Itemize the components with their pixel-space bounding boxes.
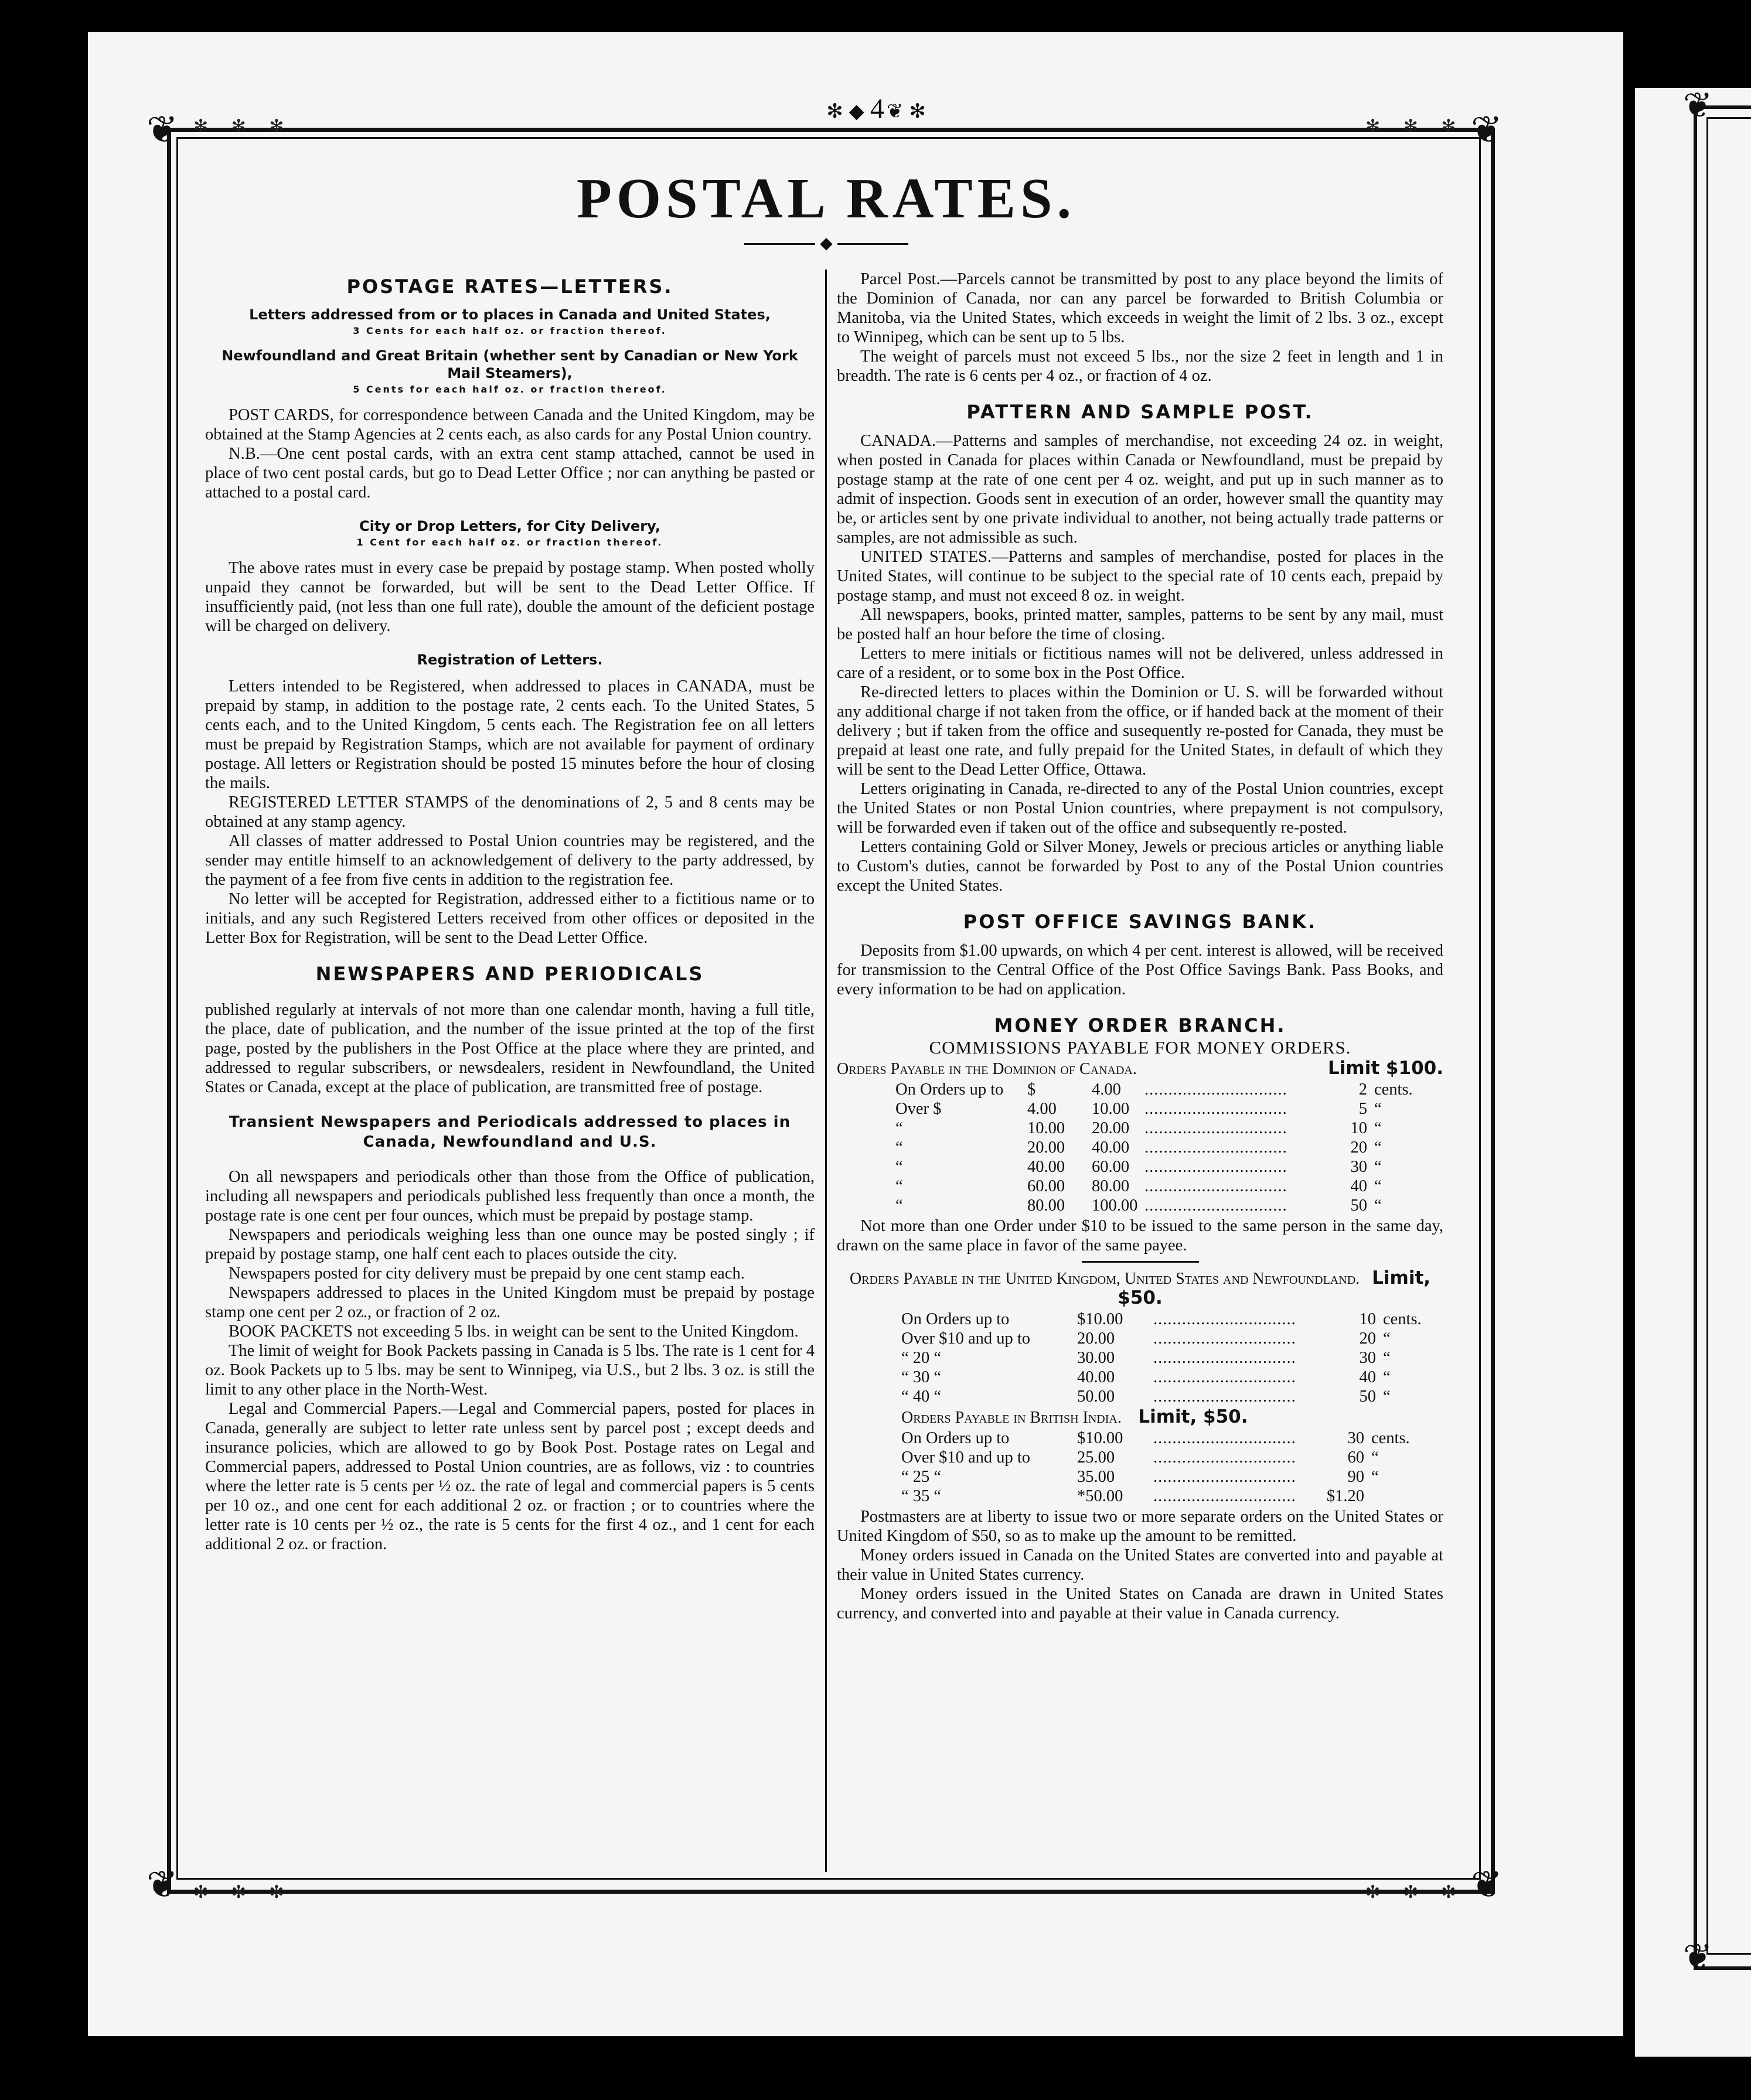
pattern-paragraph-2: UNITED STATES.—Patterns and samples of merchandise, posted for places in the United States, will continue to be subject to the special rate of 10 cents each, prepaid by postage stamp, and must not exceed 8 oz. in weight.: [837, 548, 1443, 605]
leader-dots: ..............................: [1144, 1158, 1287, 1176]
parcel-post-paragraph-1: Parcel Post.—Parcels cannot be transmitted by post to any place beyond the limits of the Dominion of Canada, nor can any parcel be forwarded to British Columbia or Manitoba, via the United States, which exceeds in weight the limit of 2 lbs. 3 oz., except to Winnipeg, which can be sent up to 5 lbs.: [837, 270, 1443, 346]
rate-cell-e: “: [1371, 1448, 1379, 1467]
leader-dots: ..............................: [1153, 1368, 1296, 1386]
pattern-paragraph-7: Letters containing Gold or Silver Money, Jewels or precious articles or anything liable to Custom's duties, cannot be forwarded by Post to any of the Postal Union countries except the United States.: [837, 838, 1443, 895]
rate-cell-d: 30: [1347, 1429, 1364, 1447]
rate-cell-d: 40: [1350, 1177, 1367, 1195]
money-order-paragraph-3: Money orders issued in the United States on Canada are drawn in United States currency, and converted into and payable at their value in Canada currency.: [837, 1585, 1443, 1622]
corner-ornament-bottom-left: ❦: [147, 1864, 178, 1905]
column-divider: [825, 270, 827, 1872]
rate-cell-b: 10.00: [1027, 1119, 1065, 1137]
rate-row: [895, 1196, 1433, 1215]
pattern-paragraph-5: Re-directed letters to places within the Dominion or U. S. will be forwarded without any additional charge if not taken from the office, or if handed back at the moment of their delivery ; but if taken from the office and susequently re-posted for Canada, they must be prepaid at least one rate, and fully prepaid for the United States, in default of which they will be sent to the Dead Letter Office, Ottawa.: [837, 683, 1443, 779]
rate-cell-c: 40.00: [1092, 1138, 1130, 1157]
rate-cell-a: On Orders up to: [901, 1429, 1010, 1447]
nb-paragraph: N.B.—One cent postal cards, with an extra cent stamp attached, cannot be used in place of two cent postal cards, but go to Dead Letter Office ; nor can anything be pasted or attached to a postal card.: [205, 445, 815, 502]
newspapers-paragraph: published regularly at intervals of not more than one calendar month, having a full title, the place, date of publication, and the number of the issue printed at the top of the first page, posted by the publishers in the Post Office at the place where they are printed, and addressed to regular subscribers, or newsdealers, resident in Newfoundland, the United States or Canada, except at the place of publication, are transmitted free of postage.: [205, 1001, 815, 1096]
border-ornament: ✻ ✻ ✻: [1365, 117, 1466, 136]
uk-rates-table: [901, 1310, 1442, 1406]
corner-ornament-bottom-right: ❦: [1471, 1864, 1503, 1905]
rate-cell-c: 40.00: [1077, 1368, 1115, 1386]
transient-paragraph-4: Newspapers addressed to places in the United Kingdom must be prepaid by postage stamp one cent per 2 oz., or fraction of 2 oz.: [205, 1284, 815, 1321]
transient-paragraph-1: On all newspapers and periodicals other than those from the Office of publication, including all newspapers and periodicals published less frequently than once a month, the postage rate is one cent per four ounces, which must be prepaid by postage stamp.: [205, 1168, 815, 1225]
heading-money-order: MONEY ORDER BRANCH.: [994, 1014, 1286, 1037]
rate-cell-a: “ 20 “: [901, 1349, 942, 1367]
registration-paragraph-1: Letters intended to be Registered, when addressed to places in CANADA, must be prepaid by stamp, in addition to the postage rate, 2 cents each. To the United States, 5 cents each, and to the United Kingdom, 5 cents each. The Registration fee on all letters must be prepaid by Registration Stamps, which are not available for payment of ordinary postage. All letters or Registration should be posted 15 minutes before the hour of closing the mails.: [205, 677, 815, 792]
rate-cell-a: On Orders up to: [901, 1310, 1010, 1328]
rate-row: [901, 1448, 1430, 1467]
page-title: POSTAL RATES.: [577, 167, 1076, 230]
leader-dots: ..............................: [1144, 1100, 1287, 1118]
rate-row: [895, 1138, 1433, 1157]
rate-cell-c: 20.00: [1077, 1329, 1115, 1348]
heading-registration: Registration of Letters.: [417, 652, 603, 668]
rate-row: [901, 1368, 1442, 1387]
rate-cell-d: $1.20: [1326, 1487, 1364, 1505]
rate-cell-d: 20: [1350, 1138, 1367, 1157]
leader-dots: ..............................: [1153, 1349, 1296, 1367]
rate-cell-e: “: [1374, 1158, 1382, 1176]
uk-orders-label: Orders Payable in the United Kingdom, United States and Newfoundland.: [849, 1270, 1360, 1288]
commissions-heading: COMMISSIONS PAYABLE FOR MONEY ORDERS.: [929, 1037, 1351, 1058]
rate-row: [895, 1119, 1433, 1138]
rate-row: [895, 1157, 1433, 1177]
india-orders-label: Orders Payable in British India.: [901, 1409, 1122, 1427]
rate-cell-c: 30.00: [1077, 1349, 1115, 1367]
letters-canada-us: Letters addressed from or to places in Canada and United States,: [249, 306, 771, 323]
uk-orders-heading: [837, 1269, 1443, 1308]
heading-savings-bank: POST OFFICE SAVINGS BANK.: [963, 911, 1317, 933]
rate-cell-e: “: [1383, 1388, 1391, 1406]
rate-cell-b: 40.00: [1027, 1158, 1065, 1176]
rate-cell-e: “: [1374, 1177, 1382, 1195]
rate-cell-d: 5: [1358, 1100, 1367, 1118]
ornament-left: ✻◆: [826, 101, 870, 122]
leader-dots: ..............................: [1153, 1468, 1296, 1486]
rate-row: [895, 1080, 1433, 1099]
leader-dots: ..............................: [1153, 1429, 1296, 1447]
registration-paragraph-4: No letter will be accepted for Registration, addressed either to a fictitious name or to initials, and any such Registered Letters received from other offices or deposited in the Letter Box for Registration, will be sent to the Dead Letter Office.: [205, 890, 815, 947]
rate-cell-a: “ 35 “: [901, 1487, 942, 1505]
rate-row: [901, 1348, 1442, 1368]
india-limit: Limit, $50.: [1138, 1406, 1248, 1427]
rate-row: [901, 1467, 1430, 1487]
rate-cell-e: “: [1383, 1349, 1391, 1367]
right-column: [837, 270, 1443, 1623]
leader-dots: ..............................: [1144, 1138, 1287, 1157]
border-ornament: ✻ ✻ ✻: [193, 117, 294, 136]
rate-cell-e: cents.: [1383, 1310, 1422, 1328]
rate-5-cents: 5 Cents for each half oz. or fraction thereof.: [353, 384, 667, 395]
rate-cell-a: “ 30 “: [901, 1368, 942, 1386]
dominion-limit: Limit $100.: [1328, 1058, 1443, 1079]
rate-cell-e: cents.: [1374, 1080, 1413, 1099]
rate-cell-d: 30: [1350, 1158, 1367, 1176]
rate-cell-d: 2: [1358, 1080, 1367, 1099]
rate-cell-d: 50: [1359, 1388, 1376, 1406]
next-page-corner-ornament: ❦: [1683, 1938, 1713, 1976]
rate-3-cents: 3 Cents for each half oz. or fraction thereof.: [353, 325, 667, 336]
leader-dots: ..............................: [1153, 1487, 1296, 1505]
rate-row: [901, 1310, 1442, 1329]
dominion-rates-table: [895, 1080, 1433, 1215]
transient-paragraph-5: BOOK PACKETS not exceeding 5 lbs. in weight can be sent to the United Kingdom.: [229, 1322, 799, 1341]
rate-cell-e: “: [1383, 1368, 1391, 1386]
rate-cell-d: 40: [1359, 1368, 1376, 1386]
rate-cell-d: 50: [1350, 1196, 1367, 1215]
above-rates-paragraph: The above rates must in every case be prepaid by postage stamp. When posted wholly unpaid they cannot be forwarded, but will be sent to the Dead Letter Office. If insufficiently paid, (not less than one full rate), double the amount of the deficient postage will be charged on delivery.: [205, 559, 815, 635]
rate-cell-c: 20.00: [1092, 1119, 1130, 1137]
city-drop-letters: City or Drop Letters, for City Delivery,: [359, 518, 660, 534]
rate-cell-e: “: [1374, 1100, 1382, 1118]
rate-cell-c: 80.00: [1092, 1177, 1130, 1195]
heading-pattern-sample: PATTERN AND SAMPLE POST.: [966, 401, 1314, 423]
rate-cell-d: 20: [1359, 1329, 1376, 1348]
rate-cell-a: “: [895, 1158, 903, 1176]
rate-cell-a: Over $10 and up to: [901, 1448, 1031, 1467]
uk-limit: Limit, $50.: [1118, 1267, 1431, 1308]
money-order-paragraph-2: Money orders issued in Canada on the United States are converted into and payable at their value in United States currency.: [837, 1546, 1443, 1584]
letters-nfld-gb: Newfoundland and Great Britain (whether sent by Canadian or New York Mail Steamers),: [222, 347, 798, 381]
india-rates-table: [901, 1429, 1430, 1506]
rate-row: [895, 1177, 1433, 1196]
post-cards-paragraph: POST CARDS, for correspondence between Canada and the United Kingdom, may be obtained at the Stamp Agencies at 2 cents each, as also cards for any Postal Union country.: [205, 406, 815, 444]
rate-cell-b: 60.00: [1027, 1177, 1065, 1195]
parcel-post-paragraph-2: The weight of parcels must not exceed 5 lbs., nor the size 2 feet in length and 1 in breadth. The rate is 6 cents per 4 oz., or fraction of 4 oz.: [837, 347, 1443, 385]
leader-dots: ..............................: [1153, 1310, 1296, 1328]
registration-paragraph-3: All classes of matter addressed to Postal Union countries may be registered, and the sender may entitle himself to an acknowledgement of delivery to the party addressed, by the payment of a fee from five cents in addition to the registration fee.: [205, 832, 815, 889]
rate-cell-c: $10.00: [1077, 1310, 1123, 1328]
next-page-corner-ornament: ❦: [1683, 86, 1713, 125]
title-rule: [744, 234, 908, 253]
rate-cell-b: 20.00: [1027, 1138, 1065, 1157]
rate-cell-b: 4.00: [1027, 1100, 1057, 1118]
rate-row: [901, 1387, 1442, 1406]
rate-cell-e: [1364, 1487, 1430, 1506]
dominion-orders-label: Orders Payable in the Dominion of Canada.: [837, 1060, 1137, 1078]
rate-cell-e: “: [1374, 1119, 1382, 1137]
dominion-orders-heading: [837, 1059, 1443, 1079]
rate-cell-d: 90: [1347, 1468, 1364, 1486]
leader-dots: ..............................: [1144, 1080, 1287, 1099]
rate-cell-c: 4.00: [1092, 1080, 1121, 1099]
rate-cell-c: 60.00: [1092, 1158, 1130, 1176]
rate-cell-a: “ 40 “: [901, 1388, 942, 1406]
rate-cell-a: “ 25 “: [901, 1468, 942, 1486]
corner-ornament-top-left: ❦: [147, 109, 178, 151]
rate-cell-c: 25.00: [1077, 1448, 1115, 1467]
diamond-icon: ◆: [815, 234, 837, 253]
next-page-inner-border: [1706, 117, 1751, 1955]
corner-ornament-top-right: ❦: [1471, 109, 1503, 151]
legal-commercial-paragraph: Legal and Commercial Papers.—Legal and Commercial papers, posted for places in Canada, generally are subject to letter rate unless sent by parcel post ; except deeds and insurance policies, which are allowed to go by Book Post. Postage rates on Legal and Commercial papers, addressed to Postal Union countries, are as follows, viz : to countries where the letter rate is 5 cents per ½ oz. the rate of legal and commercial papers is 5 cents per 10 oz., and one cent for each additional 2 oz. or fraction ; or to countries where the letter rate is 10 cents per ½ oz., the rate is 5 cents for the first 4 oz., and 1 cent for each additional 2 oz. or fraction.: [205, 1400, 815, 1553]
rate-cell-a: Over $: [895, 1100, 942, 1118]
section-rule: [1082, 1261, 1199, 1263]
rate-row: [901, 1487, 1430, 1506]
rate-cell-a: “: [895, 1138, 903, 1157]
leader-dots: ..............................: [1153, 1329, 1296, 1348]
rate-cell-a: “: [895, 1119, 903, 1137]
transient-paragraph-3: Newspapers posted for city delivery must be prepaid by one cent stamp each.: [229, 1264, 745, 1283]
heading-newspapers: NEWSPAPERS AND PERIODICALS: [315, 963, 704, 985]
border-ornament: ✻ ✻ ✻: [193, 1883, 294, 1902]
rate-cell-d: 10: [1359, 1310, 1376, 1328]
money-order-paragraph-1: Postmasters are at liberty to issue two or more separate orders on the United States or United Kingdom of $50, so as to make up the amount to be remitted.: [837, 1508, 1443, 1545]
pattern-paragraph-3: All newspapers, books, printed matter, samples, patterns to be sent by any mail, must be posted half an hour before the time of closing.: [837, 606, 1443, 643]
leader-dots: ..............................: [1144, 1196, 1287, 1215]
rate-cell-b: 80.00: [1027, 1196, 1065, 1215]
rate-cell-e: “: [1371, 1468, 1379, 1486]
rate-cell-d: 60: [1347, 1448, 1364, 1467]
rate-cell-d: 10: [1350, 1119, 1367, 1137]
rate-cell-e: cents.: [1371, 1429, 1410, 1447]
rate-cell-a: “: [895, 1196, 903, 1215]
rate-cell-e: “: [1383, 1329, 1391, 1348]
rate-cell-a: “: [895, 1177, 903, 1195]
registration-paragraph-2: REGISTERED LETTER STAMPS of the denominations of 2, 5 and 8 cents may be obtained at any stamp agency.: [205, 793, 815, 831]
rate-cell-d: 30: [1359, 1349, 1376, 1367]
rate-1-cent: 1 Cent for each half oz. or fraction thereof.: [356, 537, 663, 548]
page-number: [779, 95, 979, 123]
rate-cell-c: $10.00: [1077, 1429, 1123, 1447]
rate-cell-b: $: [1027, 1080, 1036, 1099]
left-column: [205, 275, 815, 1554]
leader-dots: ..............................: [1144, 1177, 1287, 1195]
rate-cell-a: Over $10 and up to: [901, 1329, 1031, 1348]
rate-cell-c: 50.00: [1077, 1388, 1115, 1406]
rate-cell-c: *50.00: [1077, 1487, 1123, 1505]
rate-row: [901, 1329, 1442, 1348]
leader-dots: ..............................: [1153, 1388, 1296, 1406]
rate-cell-a: On Orders up to: [895, 1080, 1004, 1099]
rate-cell-c: 35.00: [1077, 1468, 1115, 1486]
border-ornament: ✻ ✻ ✻: [1365, 1883, 1466, 1902]
transient-paragraph-2: Newspapers and periodicals weighing less than one ounce may be posted singly ; if prepaid by postage stamp, one half cent each to places outside the city.: [205, 1226, 815, 1263]
india-orders-heading: [837, 1407, 1443, 1427]
leader-dots: ..............................: [1144, 1119, 1287, 1137]
rate-row: [901, 1429, 1430, 1448]
dominion-note: Not more than one Order under $10 to be issued to the same person in the same day, drawn on the same place in favor of the same payee.: [837, 1217, 1443, 1254]
rate-row: [895, 1099, 1433, 1119]
ornament-right: ❦✻: [886, 101, 932, 122]
heading-transient: Transient Newspapers and Periodicals addressed to places in Canada, Newfoundland and U.S.: [229, 1113, 791, 1151]
pattern-paragraph-6: Letters originating in Canada, re-directed to any of the Postal Union countries, except the United States or non Postal Union countries, where prepayment is not compulsory, will be forwarded even if taken out of the office and subsequently re-posted.: [837, 780, 1443, 837]
heading-letters: POSTAGE RATES—LETTERS.: [346, 275, 673, 298]
savings-paragraph: Deposits from $1.00 upwards, on which 4 per cent. interest is allowed, will be received for transmission to the Central Office of the Post Office Savings Bank. Pass Books, and every information to be had on application.: [837, 942, 1443, 998]
transient-paragraph-6: The limit of weight for Book Packets passing in Canada is 5 lbs. The rate is 1 cent for 4 oz. Book Packets up to 5 lbs. may be sent to Winnipeg, via U.S., but 2 lbs. 3 oz. is still the limit to any other place in the North-West.: [205, 1342, 815, 1399]
rate-cell-c: 10.00: [1092, 1100, 1130, 1118]
rate-cell-e: “: [1374, 1196, 1382, 1215]
rate-cell-e: “: [1374, 1138, 1382, 1157]
pattern-paragraph-1: CANADA.—Patterns and samples of merchandise, not exceeding 24 oz. in weight, when posted in Canada for places within Canada or Newfoundland, must be prepaid by postage stamp at the rate of one cent per 4 oz. weight, and put up in such manner as to admit of inspection. Goods sent in execution of an order, however small the quantity may be, or articles sent by one private individual to another, not being actually trade patterns or samples, are not admissible as such.: [837, 432, 1443, 547]
leader-dots: ..............................: [1153, 1448, 1296, 1467]
rate-cell-c: 100.00: [1092, 1196, 1138, 1215]
pattern-paragraph-4: Letters to mere initials or fictitious names will not be delivered, unless addressed in care of a resident, or to some box in the Post Office.: [837, 645, 1443, 682]
page-number-value: 4: [870, 93, 887, 124]
